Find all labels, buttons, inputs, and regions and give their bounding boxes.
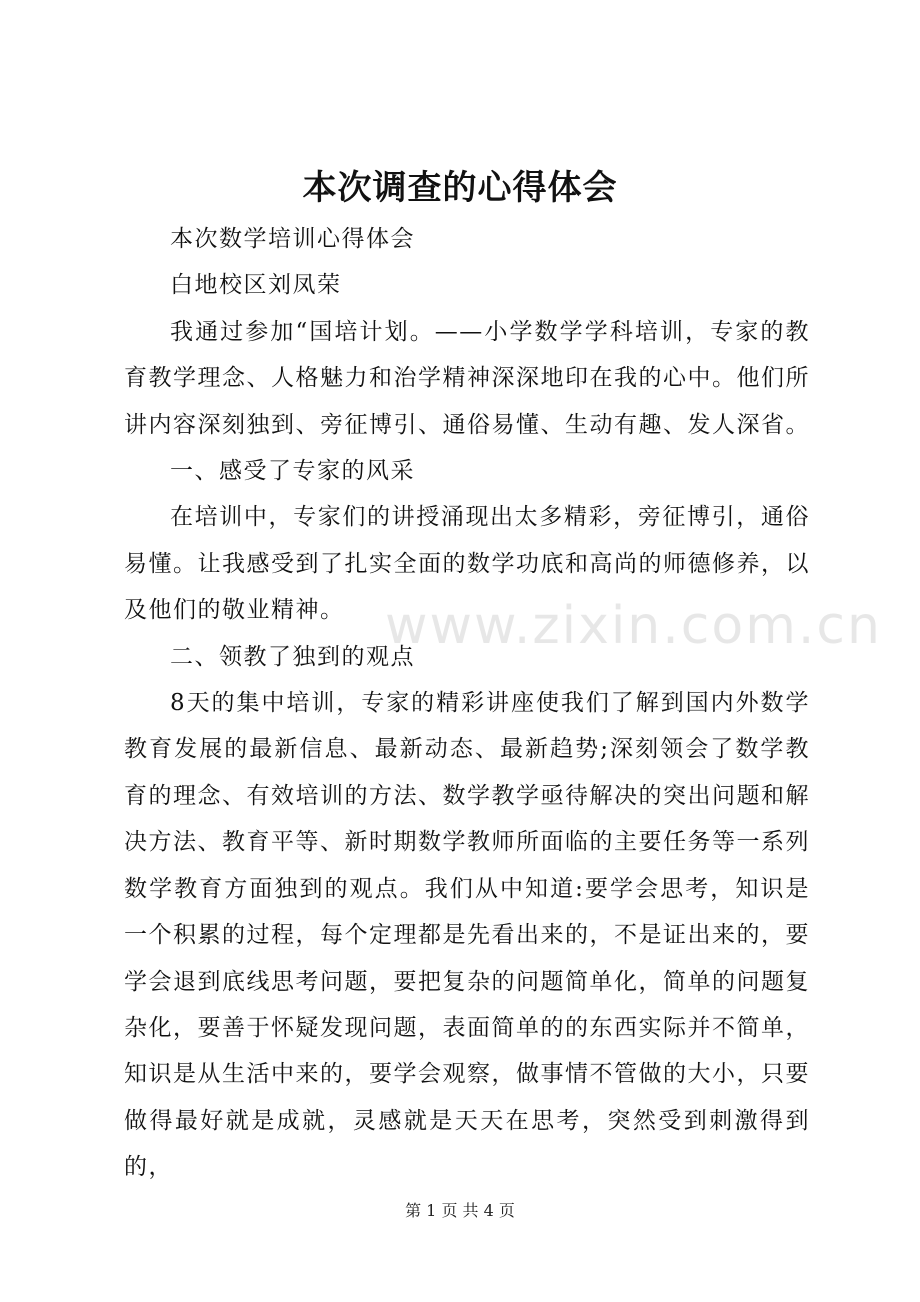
paragraph-section-1: 在培训中，专家们的讲授涌现出太多精彩，旁征博引，通俗易懂。让我感受到了扎实全面的数学功底和高尚的师德修养，以及他们的敬业精神。 bbox=[124, 504, 810, 624]
document-title: 本次调查的心得体会 bbox=[302, 168, 618, 208]
paragraph-intro: 我通过参加“国培计划。——小学数学学科培训，专家的教育教学理念、人格魅力和治学精神深深地印在我的心中。他们所讲内容深刻独到、旁征博引、通俗易懂、生动有趣、发人深省。 bbox=[124, 318, 810, 438]
paragraph-subtitle: 本次数学培训心得体会 bbox=[170, 226, 415, 252]
section-heading-2: 二、领教了独到的观点 bbox=[170, 643, 415, 670]
section-heading-1: 一、感受了专家的风采 bbox=[170, 458, 415, 485]
document-body bbox=[124, 216, 810, 1191]
page-footer: 第 1 页 共 4 页 bbox=[405, 1201, 515, 1220]
paragraph-author: 白地校区刘凤荣 bbox=[170, 272, 342, 299]
paragraph-section-2: 8天的集中培训，专家的精彩讲座使我们了解到国内外数学教育发展的最新信息、最新动态、最新趋势;深刻领会了数学教育的理念、有效培训的方法、数学教学亟待解决的突出问题和解决方法、教育平等、新时期数学教师所面临的主要任务等一系列数学教育方面独到的观点。我们从中知道:要学会思考，知识是一个积累的过程，每个定理都是先看出来的，不是证出来的，要学会退到底线思考问题，要把复杂的问题简单化，简单的问题复杂化，要善于怀疑发现问题，表面简单的的东西实际并不简单，知识是从生活中来的，要学会观察，做事情不管做的大小，只要做得最好就是成就，灵感就是天天在思考，突然受到刺激得到的， bbox=[124, 690, 810, 1181]
watermark: www.zixin.com.cn bbox=[385, 596, 882, 656]
